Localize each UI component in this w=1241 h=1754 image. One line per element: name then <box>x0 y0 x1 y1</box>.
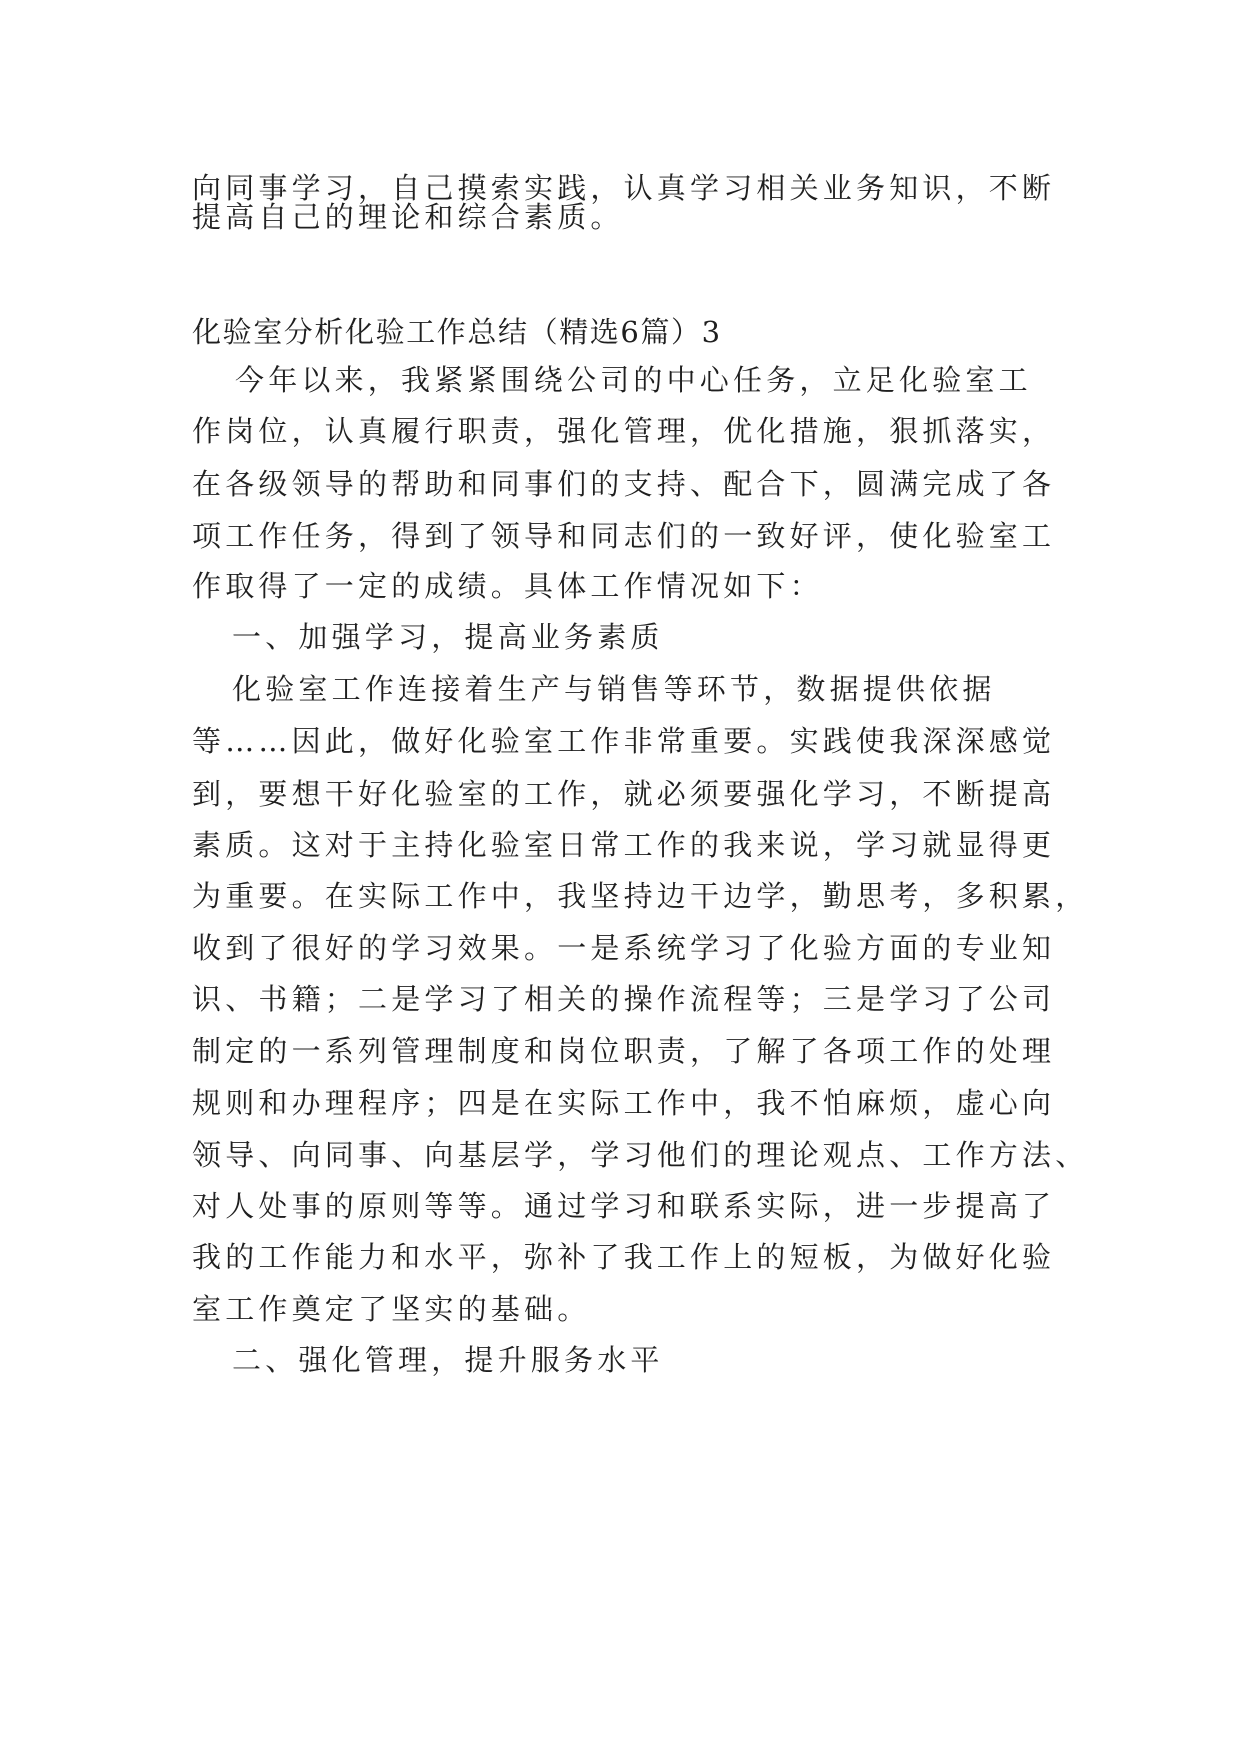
paragraph-line: 化验室工作连接着生产与销售等环节，数据提供依据 <box>232 672 996 706</box>
paragraph-line: 制定的一系列管理制度和岗位职责，了解了各项工作的处理 <box>192 1034 1056 1068</box>
paragraph-line: 今年以来，我紧紧围绕公司的中心任务，立足化验室工 <box>235 363 1032 397</box>
paragraph-line: 对人处事的原则等等。通过学习和联系实际，进一步提高了 <box>192 1189 1056 1223</box>
section-title: 化验室分析化验工作总结（精选6篇）3 <box>192 315 722 349</box>
paragraph-line: 项工作任务，得到了领导和同志们的一致好评，使化验室工 <box>192 519 1056 553</box>
paragraph-line: 识、书籍；二是学习了相关的操作流程等；三是学习了公司 <box>192 982 1056 1016</box>
paragraph-line: 在各级领导的帮助和同事们的支持、配合下，圆满完成了各 <box>192 467 1056 501</box>
paragraph-line: 到，要想干好化验室的工作，就必须要强化学习，不断提高 <box>192 777 1056 811</box>
paragraph-line: 作岗位，认真履行职责，强化管理，优化措施，狠抓落实， <box>192 414 1056 448</box>
paragraph-line: 我的工作能力和水平，弥补了我工作上的短板，为做好化验 <box>192 1240 1056 1274</box>
subheading: 一、加强学习，提高业务素质 <box>232 620 664 654</box>
paragraph-line: 为重要。在实际工作中，我坚持边干边学，勤思考，多积累， <box>192 879 1089 913</box>
paragraph-line: 素质。这对于主持化验室日常工作的我来说，学习就显得更 <box>192 828 1056 862</box>
paragraph-line: 作取得了一定的成绩。具体工作情况如下： <box>192 569 823 603</box>
paragraph-line: 等……因此，做好化验室工作非常重要。实践使我深深感觉 <box>192 724 1056 758</box>
subheading: 二、强化管理，提升服务水平 <box>232 1343 664 1377</box>
paragraph-line: 收到了很好的学习效果。一是系统学习了化验方面的专业知 <box>192 931 1056 965</box>
paragraph-line: 提高自己的理论和综合素质。 <box>192 200 624 234</box>
paragraph-line: 向同事学习，自己摸索实践，认真学习相关业务知识，不断 <box>192 171 1056 205</box>
paragraph-line: 领导、向同事、向基层学，学习他们的理论观点、工作方法、 <box>192 1138 1089 1172</box>
paragraph-line: 规则和办理程序；四是在实际工作中，我不怕麻烦，虚心向 <box>192 1086 1056 1120</box>
paragraph-line: 室工作奠定了坚实的基础。 <box>192 1292 591 1326</box>
